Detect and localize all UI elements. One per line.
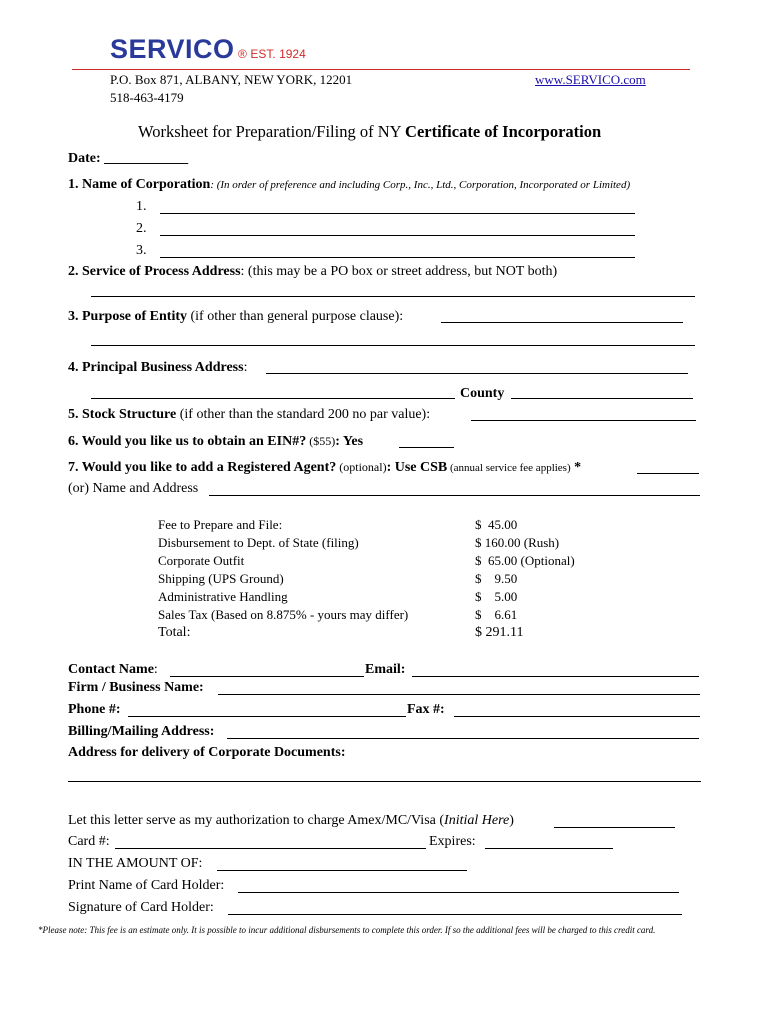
initial-input[interactable] xyxy=(554,827,675,828)
card-label: Card #: xyxy=(68,834,110,849)
auth-suffix: ) xyxy=(509,813,514,828)
auth-initial: Initial Here xyxy=(444,813,510,828)
q7-alt-label: (or) Name and Address xyxy=(68,481,199,496)
fee-amount: $ 160.00 (Rush) xyxy=(475,535,560,550)
q7-csb-input[interactable] xyxy=(637,473,699,474)
q7-label: 7. Would you like to add a Registered Agent? xyxy=(68,460,337,475)
q5-note: (if other than the standard 200 no par value): xyxy=(176,407,431,422)
phone-label: Phone #: xyxy=(68,702,121,717)
brand-name: SERVICO xyxy=(110,34,235,64)
q1-item-1-input[interactable] xyxy=(160,213,635,214)
q6-fee: ($55) xyxy=(306,434,336,448)
print-name-label: Print Name of Card Holder: xyxy=(68,878,225,893)
billing-input[interactable] xyxy=(227,738,699,739)
authorization-line xyxy=(68,813,514,829)
q3-purpose xyxy=(68,309,403,325)
q2-input[interactable] xyxy=(91,296,695,297)
brand-logo xyxy=(110,34,306,65)
q4-input-1[interactable] xyxy=(266,373,688,374)
footnote: *Please note: This fee is an estimate only. It is possible to incur additional disbursements to complete this order. If so the additional fees will be charged to this credit card. xyxy=(38,925,656,935)
q5-label: 5. Stock Structure xyxy=(68,407,177,422)
q7-registered-agent xyxy=(68,460,581,476)
q7-optional: (optional) xyxy=(336,460,387,474)
q6-yes-input[interactable] xyxy=(399,447,454,448)
fee-label: Shipping (UPS Ground) xyxy=(158,571,284,586)
phone-input[interactable] xyxy=(128,716,406,717)
fee-label: Administrative Handling xyxy=(158,589,288,604)
q3-label: 3. Purpose of Entity xyxy=(68,309,187,324)
q2-service-of-process xyxy=(68,264,557,280)
firm-input[interactable] xyxy=(218,694,700,695)
print-name-input[interactable] xyxy=(238,892,679,893)
q6-yes: : Yes xyxy=(335,434,364,449)
q2-label: 2. Service of Process Address xyxy=(68,264,241,279)
q1-note: : (In order of preference and including Corp., Inc., Ltd., Corporation, Incorporated or Limited) xyxy=(210,179,631,191)
q1-item-2-number: 2. xyxy=(136,221,147,236)
contact-name-input[interactable] xyxy=(170,676,364,677)
q4-county-label: County xyxy=(460,386,505,401)
q1-item-3-number: 3. xyxy=(136,243,147,258)
signature-input[interactable] xyxy=(228,914,682,915)
fee-amount: $ 65.00 (Optional) xyxy=(475,553,575,568)
card-input[interactable] xyxy=(115,848,426,849)
firm-label: Firm / Business Name: xyxy=(68,680,204,695)
contact-name-colon: : xyxy=(153,662,158,677)
q3-input-1[interactable] xyxy=(441,322,683,323)
q1-item-1-number: 1. xyxy=(136,199,147,214)
fax-label: Fax #: xyxy=(407,702,445,717)
q3-note: (if other than general purpose clause): xyxy=(187,309,404,324)
email-label: Email: xyxy=(365,662,406,677)
q7-fee-note: (annual service fee applies) xyxy=(447,462,571,474)
delivery-label: Address for delivery of Corporate Documents: xyxy=(68,745,346,760)
fee-amount: $ 45.00 xyxy=(475,517,518,532)
fax-input[interactable] xyxy=(454,716,700,717)
fee-label: Disbursement to Dept. of State (filing) xyxy=(158,535,359,550)
fee-label: Fee to Prepare and File: xyxy=(158,517,283,532)
fee-amount: $ 6.61 xyxy=(475,607,518,622)
title-bold: Certificate of Incorporation xyxy=(405,122,602,141)
q1-item-2-input[interactable] xyxy=(160,235,635,236)
header-rule xyxy=(72,69,690,70)
auth-prefix: Let this letter serve as my authorization to charge Amex/MC/Visa ( xyxy=(68,813,445,828)
fee-amount: $ 5.00 xyxy=(475,589,518,604)
amount-input[interactable] xyxy=(217,870,467,871)
fee-total-label: Total: xyxy=(158,625,191,640)
q7-use: : Use CSB xyxy=(386,460,448,475)
expires-input[interactable] xyxy=(485,848,613,849)
date-field[interactable]: Date: ____________ xyxy=(68,151,189,166)
website-link[interactable]: www.SERVICO.com xyxy=(535,72,646,87)
q7-alt-input[interactable] xyxy=(209,495,700,496)
q4-input-2[interactable] xyxy=(91,398,455,399)
contact-name-label xyxy=(68,662,158,678)
title-prefix: Worksheet for Preparation/Filing of NY xyxy=(138,122,406,141)
q5-stock-structure xyxy=(68,407,430,423)
contact-name-text: Contact Name xyxy=(68,662,154,677)
established-label: EST. 1924 xyxy=(250,47,306,61)
fee-label: Sales Tax (Based on 8.875% - yours may differ) xyxy=(158,607,409,622)
q4-colon: : xyxy=(243,360,248,375)
q1-name-of-corporation xyxy=(68,177,630,193)
q6-label: 6. Would you like us to obtain an EIN#? xyxy=(68,434,307,449)
fee-amount: $ 9.50 xyxy=(475,571,518,586)
billing-label: Billing/Mailing Address: xyxy=(68,724,215,739)
q4-county-input[interactable] xyxy=(511,398,693,399)
email-input[interactable] xyxy=(412,676,699,677)
q4-principal-address xyxy=(68,360,247,376)
expires-label: Expires: xyxy=(429,834,476,849)
delivery-input[interactable] xyxy=(68,781,701,782)
amount-label: IN THE AMOUNT OF: xyxy=(68,856,203,871)
company-address: P.O. Box 871, ALBANY, NEW YORK, 12201 xyxy=(110,72,353,87)
fee-label: Corporate Outfit xyxy=(158,553,245,568)
q5-input[interactable] xyxy=(471,420,696,421)
q3-input-2[interactable] xyxy=(91,345,695,346)
fee-total-amount: $ 291.11 xyxy=(475,625,524,640)
q1-label: 1. Name of Corporation xyxy=(68,177,211,192)
signature-label: Signature of Card Holder: xyxy=(68,900,214,915)
registered-mark: ® xyxy=(238,47,247,61)
company-phone: 518-463-4179 xyxy=(110,90,184,105)
q2-note: : (this may be a PO box or street address, but NOT both) xyxy=(240,264,558,279)
q6-ein xyxy=(68,434,363,450)
q1-item-3-input[interactable] xyxy=(160,257,635,258)
q4-label: 4. Principal Business Address xyxy=(68,360,244,375)
q7-star: * xyxy=(570,460,582,475)
page-title xyxy=(138,122,601,142)
